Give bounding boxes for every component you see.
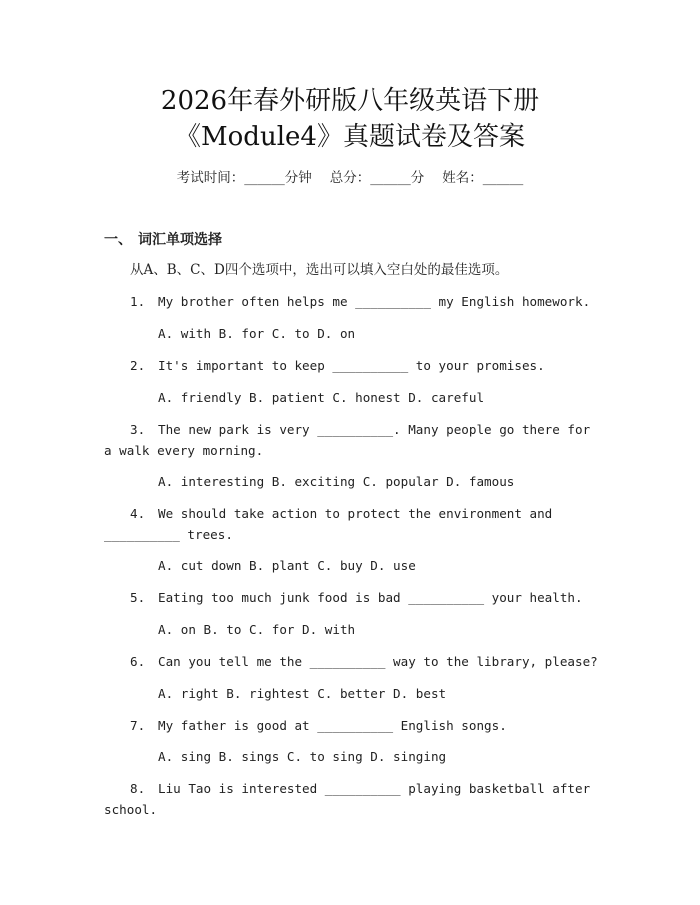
section-number: 一、 (104, 232, 132, 248)
question-text: The new park is very __________. Many people go there for a walk every morning. (104, 422, 591, 458)
section-title: 词汇单项选择 (138, 232, 222, 248)
section-instruction: 从A、B、C、D四个选项中，选出可以填入空白处的最佳选项。 (130, 262, 509, 278)
question-text: Liu Tao is interested __________ playing basketball after school. (104, 781, 591, 817)
question-3-options: A. interesting B. exciting C. popular D. famous (158, 474, 515, 489)
question-1-options: A. with B. for C. to D. on (158, 326, 356, 341)
exam-info-line (0, 169, 700, 187)
question-number: 1. (130, 294, 146, 309)
question-text: My father is good at __________ English songs. (158, 718, 507, 733)
question-2-options: A. friendly B. patient C. honest D. careful (158, 390, 485, 405)
question-number: 5. (130, 590, 146, 605)
question-text: It's important to keep __________ to your promises. (158, 358, 545, 373)
question-1 (104, 291, 600, 312)
question-5-options: A. on B. to C. for D. with (158, 622, 356, 637)
total-score-field: 总分：______分 (329, 170, 425, 186)
question-6 (104, 651, 600, 672)
section-heading (104, 230, 222, 250)
question-7-options: A. sing B. sings C. to sing D. singing (158, 749, 447, 764)
question-8 (104, 778, 600, 820)
question-7 (104, 715, 600, 736)
question-4 (104, 503, 600, 545)
question-3 (104, 419, 600, 461)
question-5 (104, 587, 600, 608)
question-number: 4. (130, 506, 146, 521)
question-2 (104, 355, 600, 376)
question-number: 3. (130, 422, 146, 437)
question-text: My brother often helps me __________ my English homework. (158, 294, 591, 309)
question-4-options: A. cut down B. plant C. buy D. use (158, 558, 416, 573)
question-number: 8. (130, 781, 146, 796)
question-number: 7. (130, 718, 146, 733)
student-name-field: 姓名：______ (442, 170, 524, 186)
question-number: 2. (130, 358, 146, 373)
exam-title-line2: 《Module4》真题试卷及答案 (175, 122, 525, 152)
question-6-options: A. right B. rightest C. better D. best (158, 686, 447, 701)
question-text: We should take action to protect the environment and __________ trees. (104, 506, 553, 542)
question-number: 6. (130, 654, 146, 669)
exam-time-field: 考试时间：______分钟 (176, 170, 312, 186)
question-text: Can you tell me the __________ way to the library, please? (158, 654, 598, 669)
exam-title-line1: 2026年春外研版八年级英语下册 (160, 86, 540, 116)
question-text: Eating too much junk food is bad __________ your health. (158, 590, 583, 605)
